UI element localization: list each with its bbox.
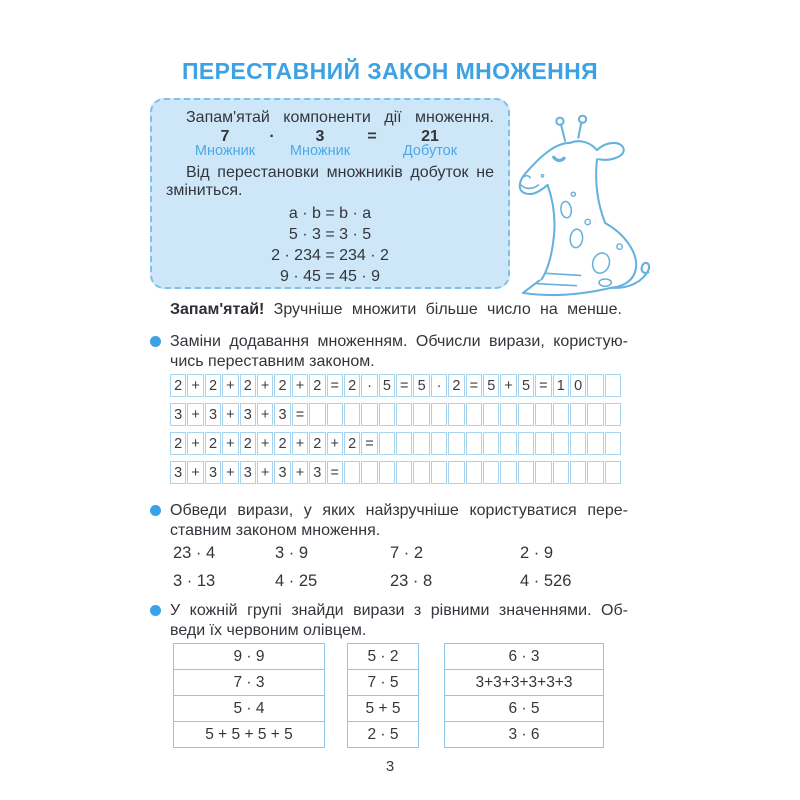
task-2-line2: ставним законом множення. <box>170 521 381 539</box>
expression-item: 7 · 2 <box>390 544 424 562</box>
rule-text-line2: зміниться. <box>166 182 243 199</box>
equal-values-tables <box>173 643 800 748</box>
grid-cell[interactable] <box>535 403 551 426</box>
equal-values-table <box>347 643 419 748</box>
grid-cell[interactable] <box>605 432 621 455</box>
grid-cell[interactable] <box>448 432 464 455</box>
expression-list <box>173 544 800 591</box>
grid-cell[interactable] <box>466 403 482 426</box>
bullet-icon <box>150 605 161 616</box>
grid-cell: 5 <box>483 374 499 397</box>
grid-cell[interactable] <box>587 374 603 397</box>
task-3-line1: У кожній групі знайди вирази з рівними значеннями. Об- <box>170 602 628 619</box>
grid-cell[interactable] <box>379 432 395 455</box>
grid-cell: = <box>535 374 551 397</box>
grid-cell: 3 <box>274 461 290 484</box>
grid-cell: = <box>292 403 308 426</box>
grid-cell: 1 <box>553 374 569 397</box>
grid-row <box>170 403 800 426</box>
grid-cell: 3 <box>205 403 221 426</box>
equal-values-table <box>444 643 604 748</box>
grid-cell: + <box>257 403 273 426</box>
product-group <box>390 129 470 159</box>
table-row: 9 · 9 <box>233 648 265 665</box>
multiply-dot: · <box>269 128 275 145</box>
task-2-line1: Обведи вирази, у яких найзручніше користуватися пере- <box>170 502 628 519</box>
equals-sign: = <box>367 128 377 145</box>
product: 21 <box>421 128 439 145</box>
factor-1-label: Множник <box>194 143 256 159</box>
table-row: 7 · 3 <box>174 669 324 695</box>
example-equation: 9 · 45 = 45 · 9 <box>279 268 381 285</box>
remember-note-text: Зручніше множити більше число на менше. <box>273 301 622 318</box>
grid-row <box>170 461 800 484</box>
task-1-line2: чись переставним законом. <box>170 352 375 370</box>
factor-2-label: Множник <box>289 143 351 159</box>
page-title: ПЕРЕСТАВНИЙ ЗАКОН МНОЖЕННЯ <box>181 58 599 84</box>
memo-box <box>150 98 510 289</box>
remember-note <box>170 300 622 319</box>
grid-cell: + <box>187 461 203 484</box>
grid-cell: + <box>292 461 308 484</box>
example-equations <box>166 203 494 287</box>
table-row: 5 + 5 <box>348 695 418 721</box>
grid-cell: 3 <box>240 403 256 426</box>
rule-text-line1: Від перестановки множників добуток не <box>186 164 494 181</box>
grid-cell: · <box>431 374 447 397</box>
grid-cell[interactable] <box>500 403 516 426</box>
grid-cell: 2 <box>344 374 360 397</box>
grid-cell[interactable] <box>327 403 343 426</box>
expression-item: 2 · 9 <box>520 544 554 562</box>
grid-cell[interactable] <box>553 403 569 426</box>
bullet-icon <box>150 336 161 347</box>
grid-cell[interactable] <box>466 432 482 455</box>
grid-cell: + <box>257 432 273 455</box>
table-row: 3+3+3+3+3+3 <box>445 669 603 695</box>
grid-cell: + <box>257 461 273 484</box>
table-row: 6 · 3 <box>508 648 540 665</box>
grid-cell[interactable] <box>553 461 569 484</box>
grid-cell: 2 <box>170 374 186 397</box>
grid-cell[interactable] <box>500 432 516 455</box>
grid-cell[interactable] <box>431 461 447 484</box>
grid-row <box>170 432 800 455</box>
grid-cell[interactable] <box>466 461 482 484</box>
grid-cell: 2 <box>240 432 256 455</box>
grid-cell: + <box>292 432 308 455</box>
grid-cell[interactable] <box>500 461 516 484</box>
grid-cell[interactable] <box>587 432 603 455</box>
grid-cell[interactable] <box>413 403 429 426</box>
grid-cell[interactable] <box>605 403 621 426</box>
grid-cell[interactable] <box>361 461 377 484</box>
grid-cell: = <box>396 374 412 397</box>
grid-cell: · <box>361 374 377 397</box>
grid-cell: + <box>187 374 203 397</box>
grid-cell[interactable] <box>518 432 534 455</box>
grid-cell[interactable] <box>518 461 534 484</box>
expression-item: 3 · 13 <box>173 572 216 590</box>
grid-cell: 5 <box>413 374 429 397</box>
grid-cell: + <box>222 403 238 426</box>
expression-item: 4 · 25 <box>275 572 318 590</box>
grid-cell: + <box>187 432 203 455</box>
example-equation: 2 · 234 = 234 · 2 <box>271 247 389 264</box>
grid-cell: 2 <box>344 432 360 455</box>
grid-cell: + <box>187 403 203 426</box>
grid-row <box>170 374 800 397</box>
grid-cell: 3 <box>170 461 186 484</box>
grid-cell[interactable] <box>535 461 551 484</box>
grid-cell[interactable] <box>587 403 603 426</box>
grid-cell: + <box>222 374 238 397</box>
grid-cell: 3 <box>205 461 221 484</box>
grid-cell: 2 <box>309 374 325 397</box>
grid-cell: = <box>361 432 377 455</box>
task-2-instruction <box>170 501 628 540</box>
giraffe-illustration <box>508 112 653 297</box>
grid-cell[interactable] <box>483 432 499 455</box>
grid-cell: 5 <box>379 374 395 397</box>
page-number: 3 <box>385 758 395 775</box>
equal-values-table <box>173 643 325 748</box>
expression-item: 4 · 526 <box>520 572 572 590</box>
grid-cell[interactable] <box>605 461 621 484</box>
grid-cell[interactable] <box>396 461 412 484</box>
grid-cell[interactable] <box>431 403 447 426</box>
example-equation: a · b = b · a <box>288 205 372 222</box>
factor-1-group <box>185 129 265 159</box>
grid-cell[interactable] <box>448 461 464 484</box>
task-1-line1: Заміни додавання множенням. Обчисли вирази, користую- <box>170 333 628 350</box>
grid-cell: 3 <box>240 461 256 484</box>
grid-cell[interactable] <box>413 461 429 484</box>
example-equation: 5 · 3 = 3 · 5 <box>288 226 372 243</box>
factor-2-group <box>280 129 360 159</box>
grid-cell[interactable] <box>379 461 395 484</box>
grid-cell[interactable] <box>431 432 447 455</box>
grid-cell[interactable] <box>448 403 464 426</box>
table-row: 2 · 5 <box>348 721 418 747</box>
grid-cell: 2 <box>240 374 256 397</box>
product-label: Добуток <box>402 143 458 159</box>
grid-cell[interactable] <box>413 432 429 455</box>
grid-cell: 3 <box>170 403 186 426</box>
grid-cell: 0 <box>570 374 586 397</box>
grid-cell: = <box>466 374 482 397</box>
grid-cell: = <box>327 461 343 484</box>
expression-item: 23 · 8 <box>390 572 433 590</box>
grid-cell[interactable] <box>309 403 325 426</box>
grid-cell[interactable] <box>535 432 551 455</box>
grid-cell: + <box>327 432 343 455</box>
table-row: 5 + 5 + 5 + 5 <box>174 721 324 747</box>
grid-cell[interactable] <box>570 432 586 455</box>
grid-cell[interactable] <box>483 403 499 426</box>
grid-cell: 2 <box>170 432 186 455</box>
table-row: 5 · 2 <box>367 648 399 665</box>
expression-item: 23 · 4 <box>173 544 216 562</box>
table-row: 3 · 6 <box>445 721 603 747</box>
grid-cell[interactable] <box>518 403 534 426</box>
grid-cell: 2 <box>448 374 464 397</box>
grid-cell[interactable] <box>570 403 586 426</box>
grid-cell: 2 <box>205 432 221 455</box>
factor-1: 7 <box>220 128 230 145</box>
answer-grid <box>170 374 800 484</box>
grid-cell: + <box>222 432 238 455</box>
grid-cell[interactable] <box>483 461 499 484</box>
grid-cell[interactable] <box>605 374 621 397</box>
grid-cell: 3 <box>274 403 290 426</box>
grid-cell[interactable] <box>553 432 569 455</box>
grid-cell[interactable] <box>396 432 412 455</box>
grid-cell: 2 <box>309 432 325 455</box>
remember-note-bold: Запам'ятай! <box>170 301 265 318</box>
bullet-icon <box>150 505 161 516</box>
grid-cell: 2 <box>205 374 221 397</box>
grid-cell[interactable] <box>396 403 412 426</box>
grid-cell: 5 <box>518 374 534 397</box>
grid-cell: 2 <box>274 432 290 455</box>
grid-cell[interactable] <box>379 403 395 426</box>
multiplication-example <box>166 129 494 159</box>
expression-item: 3 · 9 <box>275 544 309 562</box>
task-3-line2: веди їх червоним олівцем. <box>170 621 367 639</box>
grid-cell: 3 <box>309 461 325 484</box>
grid-cell: + <box>500 374 516 397</box>
task-1-instruction <box>170 332 628 371</box>
grid-cell[interactable] <box>587 461 603 484</box>
grid-cell[interactable] <box>361 403 377 426</box>
table-row: 6 · 5 <box>445 695 603 721</box>
grid-cell: = <box>327 374 343 397</box>
task-3-instruction <box>170 601 628 640</box>
memo-intro: Запам'ятай компоненти дії множення. <box>186 109 494 126</box>
table-row: 7 · 5 <box>348 669 418 695</box>
grid-cell: 2 <box>274 374 290 397</box>
grid-cell: + <box>222 461 238 484</box>
factor-2: 3 <box>315 128 325 145</box>
grid-cell[interactable] <box>344 403 360 426</box>
grid-cell[interactable] <box>344 461 360 484</box>
grid-cell[interactable] <box>570 461 586 484</box>
grid-cell: + <box>292 374 308 397</box>
grid-cell: + <box>257 374 273 397</box>
table-row: 5 · 4 <box>174 695 324 721</box>
